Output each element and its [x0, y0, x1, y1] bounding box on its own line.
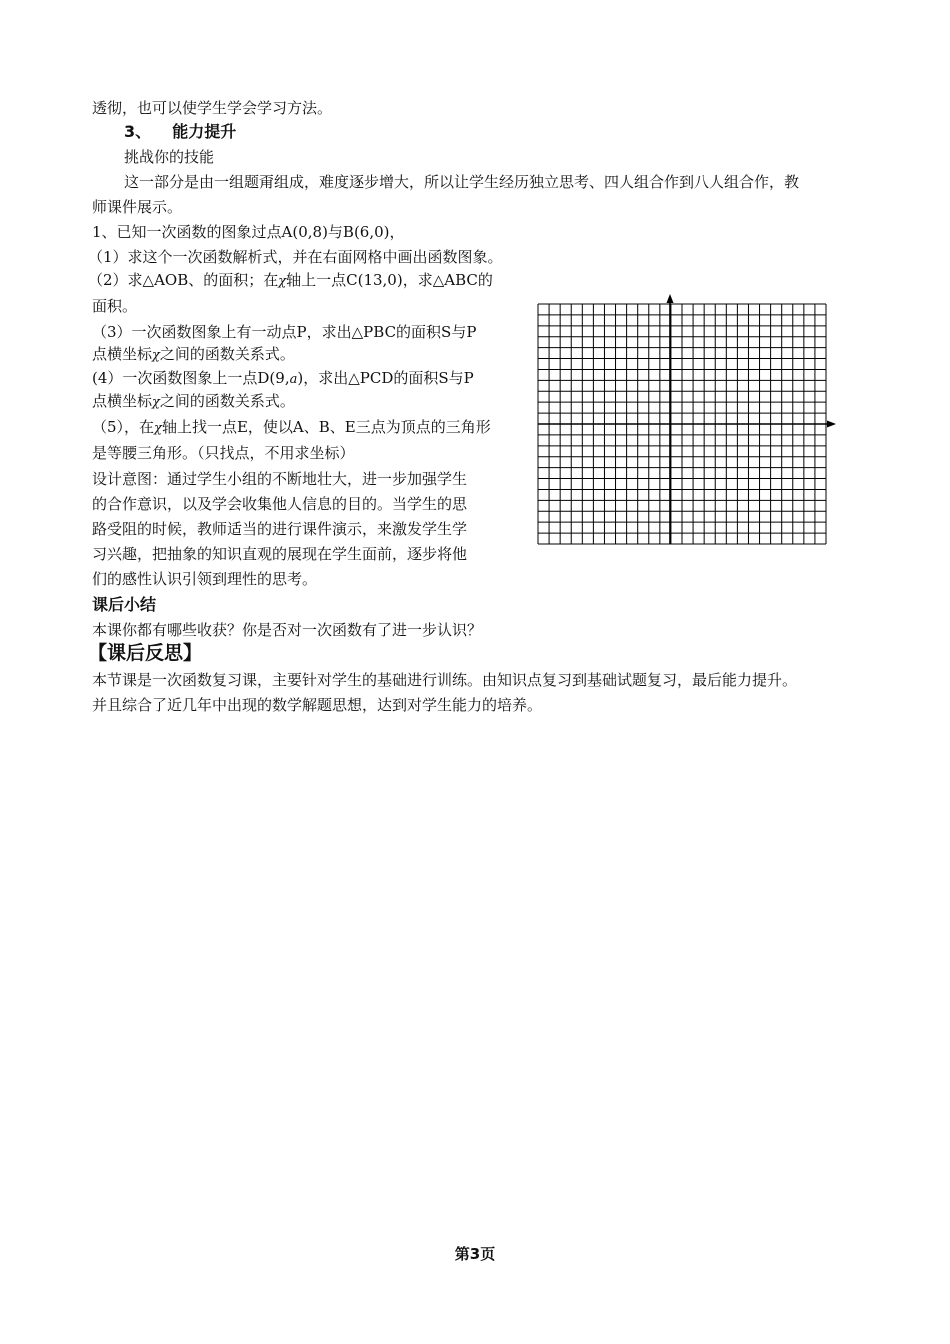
- question-3-line-1: （3）一次函数图象上有一动点P，求出△PBC的面积S与P: [92, 323, 477, 341]
- section-3-number: 3、: [124, 122, 152, 141]
- design-intent-line-2: 的合作意识，以及学会收集他人信息的目的。当学生的思: [92, 495, 468, 513]
- challenge-text: 挑战你的技能: [124, 148, 215, 166]
- reflection-heading: 【课后反思】: [88, 642, 203, 664]
- x-axis-arrow-icon: [827, 421, 836, 428]
- question-4-line-1: (4）一次函数图象上一点D(9,a)，求出△PCD的面积S与P: [92, 369, 474, 387]
- design-intent-line-4: 习兴趣，把抽象的知识直观的展现在学生面前，逐步将他: [92, 545, 468, 563]
- design-intent-line-1: 设计意图：通过学生小组的不断地壮大，进一步加强学生: [92, 470, 468, 488]
- summary-text: 本课你都有哪些收获？你是否对一次函数有了进一步认识？: [92, 621, 483, 639]
- x-variable: χ: [154, 421, 162, 436]
- x-variable: χ: [278, 274, 287, 289]
- question-1: （1）求这个一次函数解析式，并在右面网格中画出函数图象。: [88, 248, 503, 266]
- x-variable: χ: [152, 348, 160, 363]
- a-variable: a: [289, 372, 298, 387]
- summary-heading: 课后小结: [92, 595, 157, 614]
- question-4-line-2: 点横坐标χ之间的函数关系式。: [92, 392, 295, 410]
- section-3-heading: [124, 122, 236, 142]
- question-2-line-2: 面积。: [92, 297, 138, 315]
- reflection-line-2: 并且综合了近几年中出现的数学解题思想，达到对学生能力的培养。: [92, 696, 543, 714]
- design-intent-line-3: 路受阻的时候，教师适当的进行课件演示，来激发学生学: [92, 520, 468, 538]
- section-3-title: 能力提升: [172, 122, 237, 141]
- question-3-line-2: 点横坐标χ之间的函数关系式。: [92, 345, 295, 363]
- question-5-line-1: （5），在χ轴上找一点E，使以A、B、E三点为顶点的三角形: [92, 418, 491, 436]
- description-line-2: 师课件展示。: [92, 198, 183, 216]
- question-2-line-1: （2）求△AOB、的面积；在χ轴上一点C(13,0)，求△ABC的: [88, 271, 493, 289]
- intro-tail-text: 透彻，也可以使学生学会学习方法。: [92, 99, 333, 117]
- problem-stem: 1、已知一次函数的图象过点A(0,8)与B(6,0)，: [92, 223, 405, 241]
- reflection-line-1: 本节课是一次函数复习课，主要针对学生的基础进行训练。由知识点复习到基础试题复习，最后能力提升。: [92, 671, 798, 689]
- y-axis-arrow-icon: [667, 294, 674, 303]
- coordinate-grid: [534, 290, 844, 552]
- question-5-line-2: 是等腰三角形。（只找点，不用求坐标）: [92, 444, 355, 462]
- description-line-1: 这一部分是由一组题甭组成，难度逐步增大，所以让学生经历独立思考、四人组合作到八人组合作，教: [124, 173, 800, 191]
- page-footer: 第3页: [454, 1245, 496, 1263]
- x-variable: χ: [152, 395, 160, 410]
- design-intent-line-5: 们的感性认识引领到理性的思考。: [92, 570, 318, 588]
